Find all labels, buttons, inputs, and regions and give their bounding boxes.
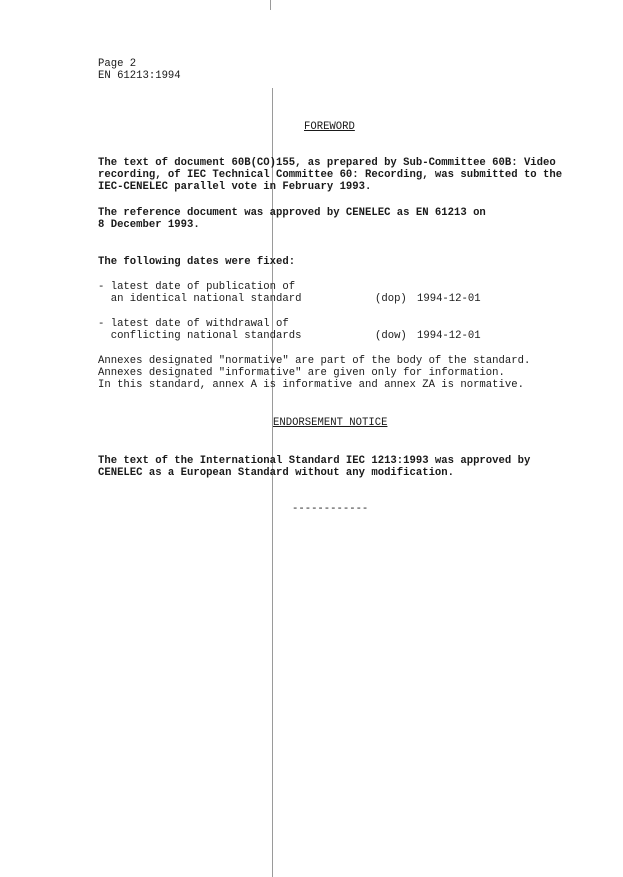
foreword-para2-line1: The reference document was approved by CENELEC as EN 61213 on (98, 207, 486, 219)
scan-mark (270, 0, 271, 10)
endorsement-heading: ENDORSEMENT NOTICE (273, 417, 388, 429)
foreword-para1-line1: The text of document 60B(CO)155, as prepared by Sub-Committee 60B: Video (98, 157, 556, 169)
page-number: Page 2 (98, 58, 137, 70)
annexes-line2: Annexes designated "informative" are given only for information. (98, 367, 505, 379)
dop-line2: an identical national standard (98, 293, 302, 305)
dow-line2: conflicting national standards (98, 330, 302, 342)
foreword-para2-line2: 8 December 1993. (98, 219, 200, 231)
annexes-line1: Annexes designated "normative" are part of the body of the standard. (98, 355, 531, 367)
foreword-para1-line3: IEC-CENELEC parallel vote in February 1993. (98, 181, 372, 193)
dop-line1: - latest date of publication of (98, 281, 296, 293)
foreword-heading: FOREWORD (304, 121, 355, 133)
endorsement-line1: The text of the International Standard IEC 1213:1993 was approved by (98, 455, 531, 467)
dow-code: (dow) (375, 330, 407, 342)
dop-code: (dop) (375, 293, 407, 305)
standard-reference: EN 61213:1994 (98, 70, 181, 82)
dates-intro: The following dates were fixed: (98, 256, 296, 268)
dow-line1: - latest date of withdrawal of (98, 318, 289, 330)
endorsement-line2: CENELEC as a European Standard without any modification. (98, 467, 455, 479)
foreword-para1-line2: recording, of IEC Technical Committee 60: Recording, was submitted to the (98, 169, 563, 181)
dop-date: 1994-12-01 (417, 293, 481, 305)
end-separator: ------------ (292, 503, 369, 515)
dow-date: 1994-12-01 (417, 330, 481, 342)
annexes-line3: In this standard, annex A is informative and annex ZA is normative. (98, 379, 524, 391)
